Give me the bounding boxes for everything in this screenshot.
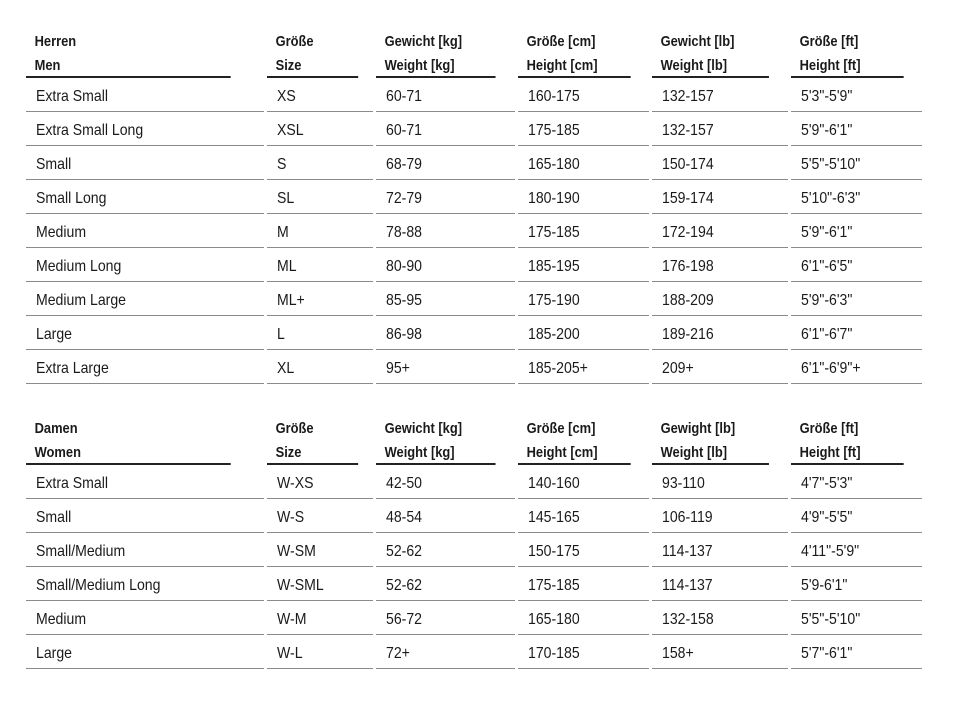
cell-value: 160-175: [528, 88, 580, 105]
table-row: [26, 533, 922, 567]
cell-value: 165-180: [528, 611, 580, 628]
cell-height-cm: [518, 112, 649, 146]
header-weight-lb: [652, 30, 769, 78]
header-label-german: Größe [ft]: [799, 33, 859, 50]
cell-size-code: [267, 282, 373, 316]
cell-model-name: [26, 635, 264, 669]
cell-value: Large: [36, 645, 73, 662]
cell-value: 185-200: [528, 326, 580, 343]
header-label-german: Größe [ft]: [799, 420, 859, 437]
cell-value: 93-110: [662, 475, 705, 492]
table-header-row: [26, 417, 922, 465]
header-label-german: Größe: [275, 33, 314, 50]
cell-value: 60-71: [386, 122, 423, 139]
cell-value: 6'1"-6'5": [801, 258, 853, 275]
cell-value: XS: [277, 88, 296, 105]
table-row: [26, 316, 922, 350]
header-height-cm: [518, 30, 631, 78]
header-label-german: Gewicht [lb]: [660, 33, 735, 50]
cell-weight-kg: [376, 214, 515, 248]
cell-value: Extra Small Long: [36, 122, 144, 139]
cell-value: 6'1"-6'7": [801, 326, 853, 343]
cell-value: 68-79: [386, 156, 423, 173]
cell-value: 5'9-6'1": [801, 577, 848, 594]
cell-weight-lb: [652, 282, 788, 316]
header-weight-lb: [652, 417, 769, 465]
cell-weight-lb: [652, 78, 788, 112]
cell-value: 72-79: [386, 190, 423, 207]
table-header-row: [26, 30, 922, 78]
cell-value: XSL: [277, 122, 304, 139]
table-row: [26, 635, 922, 669]
cell-value: Medium Large: [36, 292, 127, 309]
header-label-german: Gewight [lb]: [660, 420, 736, 437]
cell-value: 145-165: [528, 509, 580, 526]
table-row: [26, 499, 922, 533]
cell-value: ML: [277, 258, 297, 275]
cell-value: 56-72: [386, 611, 423, 628]
table-row: [26, 282, 922, 316]
cell-value: 132-158: [662, 611, 714, 628]
table-row: [26, 350, 922, 384]
cell-value: 185-205+: [528, 360, 588, 377]
header-height-cm: [518, 417, 631, 465]
cell-weight-lb: [652, 180, 788, 214]
cell-weight-lb: [652, 350, 788, 384]
cell-size-code: [267, 635, 373, 669]
header-label-german: Damen: [34, 420, 78, 437]
cell-size-code: [267, 146, 373, 180]
men-size-table: [26, 30, 922, 384]
header-label-english: Weight [lb]: [660, 57, 728, 74]
table-row: [26, 180, 922, 214]
cell-value: Small/Medium Long: [36, 577, 161, 594]
cell-value: 170-185: [528, 645, 580, 662]
cell-model-name: [26, 316, 264, 350]
cell-weight-kg: [376, 316, 515, 350]
cell-height-ft: [791, 601, 922, 635]
cell-height-ft: [791, 214, 922, 248]
cell-size-code: [267, 350, 373, 384]
cell-value: 78-88: [386, 224, 423, 241]
cell-value: Extra Large: [36, 360, 109, 377]
header-label-english: Size: [275, 57, 302, 74]
cell-size-code: [267, 465, 373, 499]
cell-size-code: [267, 180, 373, 214]
cell-model-name: [26, 601, 264, 635]
cell-size-code: [267, 214, 373, 248]
header-label-english: Weight [kg]: [384, 57, 455, 74]
cell-weight-kg: [376, 465, 515, 499]
cell-weight-lb: [652, 316, 788, 350]
cell-value: Large: [36, 326, 73, 343]
cell-value: Extra Small: [36, 475, 108, 492]
cell-model-name: [26, 112, 264, 146]
cell-weight-kg: [376, 146, 515, 180]
cell-value: S: [277, 156, 287, 173]
cell-weight-lb: [652, 214, 788, 248]
cell-value: W-S: [277, 509, 305, 526]
header-size-code: [267, 417, 358, 465]
cell-value: 4'11"-5'9": [801, 543, 860, 560]
cell-weight-kg: [376, 567, 515, 601]
cell-value: 85-95: [386, 292, 423, 309]
cell-height-cm: [518, 533, 649, 567]
cell-value: SL: [277, 190, 295, 207]
cell-weight-kg: [376, 499, 515, 533]
cell-value: 5'9"-6'3": [801, 292, 853, 309]
cell-weight-lb: [652, 112, 788, 146]
cell-value: 165-180: [528, 156, 580, 173]
cell-height-ft: [791, 112, 922, 146]
cell-weight-kg: [376, 635, 515, 669]
cell-model-name: [26, 499, 264, 533]
cell-value: XL: [277, 360, 295, 377]
cell-value: 4'7"-5'3": [801, 475, 853, 492]
cell-value: Small Long: [36, 190, 107, 207]
cell-height-cm: [518, 567, 649, 601]
header-label-german: Gewicht [kg]: [384, 33, 463, 50]
cell-weight-lb: [652, 601, 788, 635]
cell-height-ft: [791, 465, 922, 499]
cell-value: 175-185: [528, 224, 580, 241]
cell-height-ft: [791, 350, 922, 384]
cell-value: 106-119: [662, 509, 713, 526]
cell-weight-kg: [376, 78, 515, 112]
header-model-name: [26, 417, 231, 465]
cell-value: 5'5"-5'10": [801, 611, 861, 628]
cell-value: 180-190: [528, 190, 580, 207]
cell-value: 185-195: [528, 258, 580, 275]
cell-value: 48-54: [386, 509, 423, 526]
cell-value: M: [277, 224, 289, 241]
cell-value: 4'9"-5'5": [801, 509, 853, 526]
cell-size-code: [267, 112, 373, 146]
header-label-german: Herren: [34, 33, 77, 50]
header-label-english: Size: [275, 444, 302, 461]
cell-weight-kg: [376, 112, 515, 146]
cell-value: W-L: [277, 645, 303, 662]
table-row: [26, 601, 922, 635]
cell-value: 132-157: [662, 122, 714, 139]
cell-value: 140-160: [528, 475, 580, 492]
cell-size-code: [267, 78, 373, 112]
cell-model-name: [26, 350, 264, 384]
cell-value: Small: [36, 156, 72, 173]
header-label-english: Height [cm]: [526, 444, 598, 461]
cell-height-ft: [791, 248, 922, 282]
cell-weight-kg: [376, 533, 515, 567]
cell-value: 175-185: [528, 577, 580, 594]
table-row: [26, 78, 922, 112]
cell-weight-lb: [652, 635, 788, 669]
cell-height-ft: [791, 533, 922, 567]
cell-height-ft: [791, 282, 922, 316]
table-row: [26, 248, 922, 282]
cell-height-ft: [791, 146, 922, 180]
cell-value: 52-62: [386, 577, 423, 594]
cell-value: Medium: [36, 224, 87, 241]
header-label-english: Weight [lb]: [660, 444, 728, 461]
cell-weight-kg: [376, 350, 515, 384]
cell-value: Small: [36, 509, 72, 526]
cell-value: 86-98: [386, 326, 423, 343]
cell-value: 60-71: [386, 88, 423, 105]
cell-value: 5'9"-6'1": [801, 122, 853, 139]
cell-value: Medium Long: [36, 258, 122, 275]
header-label-english: Weight [kg]: [384, 444, 455, 461]
header-label-german: Größe: [275, 420, 314, 437]
cell-value: 6'1"-6'9"+: [801, 360, 861, 377]
table-row: [26, 567, 922, 601]
cell-value: Small/Medium: [36, 543, 126, 560]
cell-value: Medium: [36, 611, 87, 628]
cell-height-ft: [791, 78, 922, 112]
cell-value: 188-209: [662, 292, 714, 309]
cell-height-cm: [518, 601, 649, 635]
cell-value: Extra Small: [36, 88, 108, 105]
header-height-ft: [791, 417, 904, 465]
cell-model-name: [26, 465, 264, 499]
cell-value: W-SM: [277, 543, 316, 560]
cell-height-cm: [518, 635, 649, 669]
cell-model-name: [26, 78, 264, 112]
cell-height-cm: [518, 282, 649, 316]
cell-value: 172-194: [662, 224, 714, 241]
cell-model-name: [26, 567, 264, 601]
cell-height-ft: [791, 180, 922, 214]
cell-height-cm: [518, 78, 649, 112]
table-row: [26, 112, 922, 146]
cell-height-cm: [518, 316, 649, 350]
header-model-name: [26, 30, 231, 78]
cell-value: 95+: [386, 360, 410, 377]
cell-value: 42-50: [386, 475, 423, 492]
cell-weight-kg: [376, 248, 515, 282]
cell-value: 72+: [386, 645, 410, 662]
cell-value: 158+: [662, 645, 694, 662]
header-label-english: Height [ft]: [799, 444, 861, 461]
cell-value: 175-185: [528, 122, 580, 139]
header-label-german: Gewicht [kg]: [384, 420, 463, 437]
header-size-code: [267, 30, 358, 78]
header-label-english: Men: [34, 57, 61, 74]
cell-model-name: [26, 146, 264, 180]
header-weight-kg: [376, 30, 496, 78]
cell-value: 5'10"-6'3": [801, 190, 861, 207]
cell-size-code: [267, 248, 373, 282]
cell-height-cm: [518, 465, 649, 499]
cell-value: 5'5"-5'10": [801, 156, 861, 173]
cell-value: W-XS: [277, 475, 314, 492]
cell-value: 5'9"-6'1": [801, 224, 853, 241]
header-label-german: Größe [cm]: [526, 33, 596, 50]
cell-value: 114-137: [662, 543, 713, 560]
cell-weight-lb: [652, 465, 788, 499]
table-row: [26, 146, 922, 180]
cell-height-cm: [518, 214, 649, 248]
cell-value: 209+: [662, 360, 694, 377]
cell-value: W-SML: [277, 577, 324, 594]
cell-model-name: [26, 180, 264, 214]
cell-value: 175-190: [528, 292, 580, 309]
cell-value: L: [277, 326, 285, 343]
cell-weight-lb: [652, 248, 788, 282]
cell-height-cm: [518, 180, 649, 214]
table-row: [26, 214, 922, 248]
cell-height-ft: [791, 567, 922, 601]
cell-height-cm: [518, 350, 649, 384]
cell-weight-lb: [652, 533, 788, 567]
cell-value: 5'3"-5'9": [801, 88, 853, 105]
cell-weight-kg: [376, 601, 515, 635]
cell-height-ft: [791, 316, 922, 350]
cell-value: 114-137: [662, 577, 713, 594]
cell-height-cm: [518, 499, 649, 533]
header-height-ft: [791, 30, 904, 78]
header-label-english: Height [ft]: [799, 57, 861, 74]
cell-value: 80-90: [386, 258, 423, 275]
cell-model-name: [26, 533, 264, 567]
header-label-german: Größe [cm]: [526, 420, 596, 437]
cell-size-code: [267, 499, 373, 533]
cell-weight-lb: [652, 499, 788, 533]
cell-value: 150-174: [662, 156, 714, 173]
cell-value: ML+: [277, 292, 305, 309]
cell-size-code: [267, 567, 373, 601]
cell-value: 176-198: [662, 258, 714, 275]
cell-model-name: [26, 248, 264, 282]
cell-value: 150-175: [528, 543, 580, 560]
cell-value: 159-174: [662, 190, 714, 207]
cell-height-cm: [518, 146, 649, 180]
women-size-table: [26, 417, 922, 669]
cell-weight-lb: [652, 146, 788, 180]
cell-weight-lb: [652, 567, 788, 601]
cell-height-ft: [791, 499, 922, 533]
cell-size-code: [267, 316, 373, 350]
header-label-english: Height [cm]: [526, 57, 598, 74]
cell-height-cm: [518, 248, 649, 282]
header-label-english: Women: [34, 444, 81, 461]
cell-height-ft: [791, 635, 922, 669]
header-weight-kg: [376, 417, 496, 465]
table-row: [26, 465, 922, 499]
cell-weight-kg: [376, 180, 515, 214]
cell-weight-kg: [376, 282, 515, 316]
cell-model-name: [26, 214, 264, 248]
cell-size-code: [267, 601, 373, 635]
cell-model-name: [26, 282, 264, 316]
cell-value: W-M: [277, 611, 307, 628]
cell-size-code: [267, 533, 373, 567]
cell-value: 189-216: [662, 326, 714, 343]
cell-value: 52-62: [386, 543, 423, 560]
cell-value: 132-157: [662, 88, 714, 105]
cell-value: 5'7"-6'1": [801, 645, 853, 662]
